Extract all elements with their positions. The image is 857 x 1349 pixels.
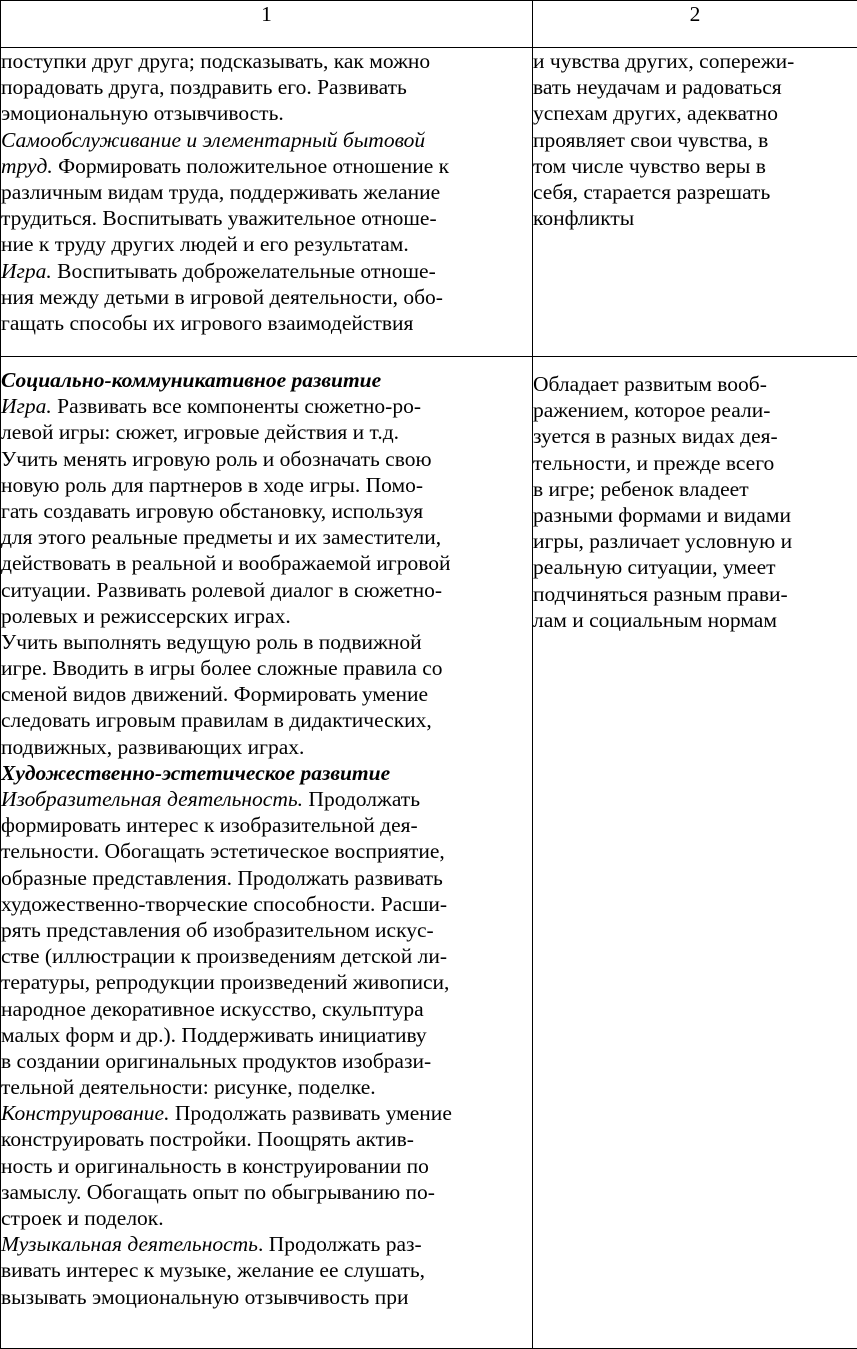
text-line: игры, различает условную и (533, 528, 857, 554)
body-text: ние к труду других людей и его результатам. (1, 232, 409, 256)
body-text: вивать интерес к музыке, желание ее слушать, (1, 1258, 425, 1282)
text-line (1, 367, 532, 393)
body-text: игре. Вводить в игры более сложные правила со (1, 656, 443, 680)
text-line (1, 48, 532, 74)
text-line (1, 760, 532, 786)
text-line (1, 917, 532, 943)
text-line: себя, старается разрешать (533, 179, 857, 205)
text-line: лам и социальным нормам (533, 607, 857, 633)
text-line: Обладает развитым вооб- (533, 371, 857, 397)
text-line (1, 446, 532, 472)
text-line (1, 100, 532, 126)
body-text: порадовать друга, поздравить его. Развивать (1, 75, 407, 99)
body-text: следовать игровым правилам в дидактических, (1, 708, 432, 732)
text-line (1, 1205, 532, 1231)
body-text: вызывать эмоциональную отзывчивость при (1, 1285, 408, 1309)
text-line (1, 865, 532, 891)
body-text: . Продолжать раз- (258, 1232, 422, 1256)
text-line (1, 1179, 532, 1205)
body-text: поступки друг друга; подсказывать, как можно (1, 49, 430, 73)
body-text: Воспитывать доброжелательные отноше- (52, 259, 436, 283)
text-line: реальную ситуации, умеет (533, 554, 857, 580)
body-text: народное декоративное искусство, скульптура (1, 997, 424, 1021)
body-text: тельной деятельности: рисунке, поделке. (1, 1075, 376, 1099)
text-line (1, 577, 532, 603)
row1-right-cell (533, 48, 857, 357)
emphasized-text: Самообслуживание и элементарный бытовой (1, 128, 425, 152)
text-line (1, 498, 532, 524)
body-text: ность и оригинальность в конструировании по (1, 1154, 429, 1178)
text-line (1, 179, 532, 205)
body-text: эмоциональную отзывчивость. (1, 101, 284, 125)
body-text: ния между детьми в игровой деятельности, обо- (1, 285, 443, 309)
body-text: действовать в реальной и воображаемой игровой (1, 551, 450, 575)
text-line (1, 153, 532, 179)
body-text: художественно-творческие способности. Расши- (1, 892, 447, 916)
body-text: Продолжать (303, 787, 420, 811)
text-line (1, 1153, 532, 1179)
row2-left-cell (1, 357, 533, 1349)
emphasized-text: Игра. (1, 394, 52, 418)
body-text: гащать способы их игрового взаимодействия (1, 311, 413, 335)
body-text: различным видам труда, поддерживать желание (1, 180, 440, 204)
text-line: вать неудачам и радоваться (533, 74, 857, 100)
text-line (1, 310, 532, 336)
emphasized-text: Музыкальная деятельность (1, 1232, 258, 1256)
column-header-2: 2 (533, 1, 857, 48)
text-line: конфликты (533, 205, 857, 231)
body-text: левой игры: сюжет, игровые действия и т.д. (1, 420, 399, 444)
text-line (1, 603, 532, 629)
body-text: Учить выполнять ведущую роль в подвижной (1, 630, 422, 654)
body-text: новую роль для партнеров в ходе игры. Помо- (1, 473, 423, 497)
body-text: ролевых и режиссерских играх. (1, 604, 291, 628)
body-text: гать создавать игровую обстановку, используя (1, 499, 423, 523)
text-line (1, 996, 532, 1022)
body-text: замыслу. Обогащать опыт по обыгрыванию по- (1, 1180, 435, 1204)
body-text: трудиться. Воспитывать уважительное отноше- (1, 206, 437, 230)
text-line: разными формами и видами (533, 502, 857, 528)
text-line (1, 393, 532, 419)
table-row (1, 48, 857, 357)
text-line (1, 943, 532, 969)
text-line (1, 812, 532, 838)
text-line (1, 1257, 532, 1283)
emphasized-text: Игра. (1, 259, 52, 283)
text-line (1, 550, 532, 576)
body-text: в создании оригинальных продуктов изобрази- (1, 1049, 431, 1073)
body-text: для этого реальные предметы и их заместители, (1, 525, 441, 549)
body-text: Развивать все компоненты сюжетно-ро- (52, 394, 421, 418)
text-line (1, 707, 532, 733)
text-line (1, 681, 532, 707)
emphasized-text: Социально-коммуникативное развитие (1, 368, 381, 392)
text-line (1, 655, 532, 681)
table-row (1, 357, 857, 1349)
body-text: рять представления об изобразительном искус- (1, 918, 434, 942)
text-line (1, 1022, 532, 1048)
body-text: Учить менять игровую роль и обозначать свою (1, 447, 432, 471)
text-line: подчиняться разным прави- (533, 581, 857, 607)
row2-right-cell (533, 357, 857, 1349)
text-line: успехам других, адекватно (533, 100, 857, 126)
body-text: сменой видов движений. Формировать умение (1, 682, 428, 706)
emphasized-text: Изобразительная деятельность. (1, 787, 303, 811)
row1-left-cell (1, 48, 533, 357)
text-line (1, 1231, 532, 1257)
text-line (1, 1284, 532, 1310)
text-line (1, 284, 532, 310)
text-line (1, 127, 532, 153)
text-line: том числе чувство веры в (533, 153, 857, 179)
text-line (1, 1126, 532, 1152)
text-line (1, 524, 532, 550)
emphasized-text: труд. (1, 154, 53, 178)
text-line: ражением, которое реали- (533, 397, 857, 423)
text-line (1, 472, 532, 498)
body-text: строек и поделок. (1, 1206, 164, 1230)
body-text: конструировать постройки. Поощрять актив- (1, 1127, 414, 1151)
text-line: и чувства других, сопережи- (533, 48, 857, 74)
text-line: проявляет свои чувства, в (533, 127, 857, 153)
text-line: зуется в разных видах дея- (533, 423, 857, 449)
text-line (1, 1074, 532, 1100)
body-text: малых форм и др.). Поддерживать инициативу (1, 1023, 427, 1047)
body-text: тельности. Обогащать эстетическое восприятие, (1, 839, 445, 863)
body-text: образные представления. Продолжать развивать (1, 866, 443, 890)
text-line (1, 205, 532, 231)
body-text: подвижных, развивающих играх. (1, 735, 304, 759)
body-text: формировать интерес к изобразительной дея- (1, 813, 418, 837)
text-line (1, 1048, 532, 1074)
body-text: Продолжать развивать умение (169, 1101, 451, 1125)
text-line (1, 258, 532, 284)
text-line (1, 734, 532, 760)
text-line (1, 231, 532, 257)
text-line (1, 969, 532, 995)
body-text: стве (иллюстрации к произведениям детской ли- (1, 944, 447, 968)
text-line (1, 1100, 532, 1126)
table-header-row (1, 1, 857, 48)
text-line (1, 74, 532, 100)
column-header-1: 1 (1, 1, 533, 48)
text-line (1, 891, 532, 917)
text-line (1, 419, 532, 445)
emphasized-text: Конструирование. (1, 1101, 169, 1125)
text-line: в игре; ребенок владеет (533, 476, 857, 502)
text-line (1, 786, 532, 812)
body-text: Формировать положительное отношение к (53, 154, 449, 178)
emphasized-text: Художественно-эстетическое развитие (1, 761, 390, 785)
text-line (1, 629, 532, 655)
body-text: тературы, репродукции произведений живописи, (1, 970, 449, 994)
text-line (1, 838, 532, 864)
body-text: ситуации. Развивать ролевой диалог в сюжетно- (1, 578, 442, 602)
text-line: тельности, и прежде всего (533, 450, 857, 476)
